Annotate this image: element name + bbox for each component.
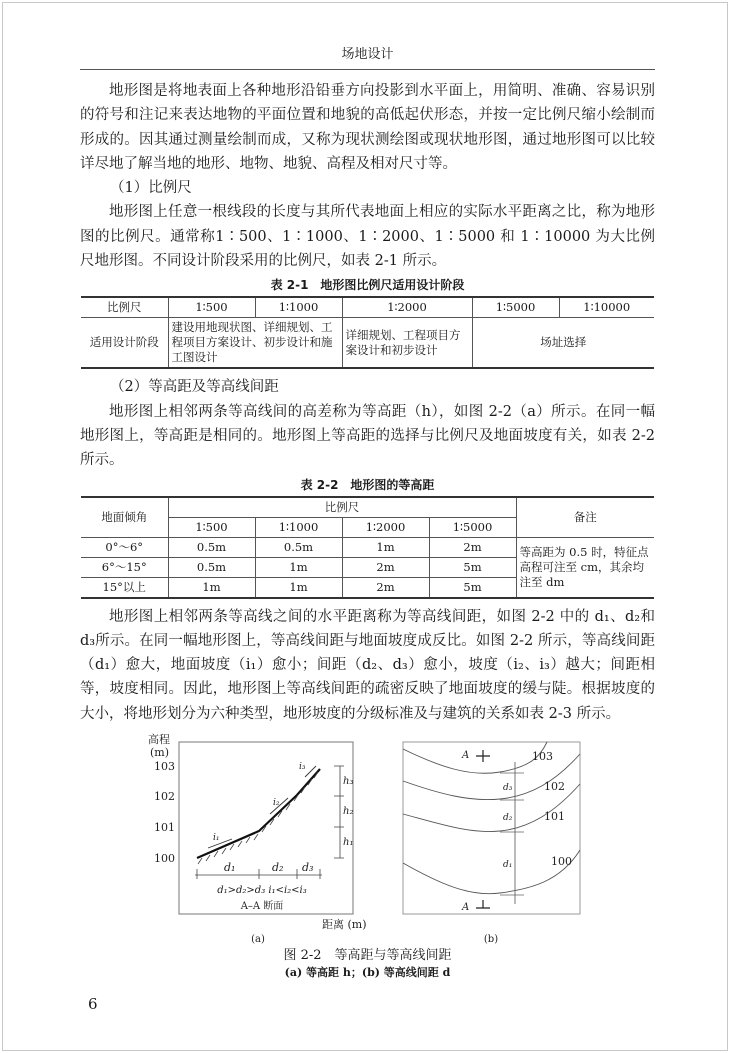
h-label: h₃ xyxy=(343,776,354,788)
y-tick-label: 103 xyxy=(154,760,175,774)
contour-line-103 xyxy=(403,742,547,773)
table-cell: 2m xyxy=(342,557,429,577)
paragraph-4: 地形图上相邻两条等高线之间的水平距离称为等高线间距，如图 2-2 中的 d₁、d₂和 d₃所示。在同一幅地形图上，等高线间距与地面坡度成反比。如图 2-2 所示，等高线间距（d₁）愈大，地面坡度（i₁）愈小；间距（d₂、d₃）愈小，坡度（i₂、i₃）越大；间距相等，坡度相同。因此，地形图上等高线间距的疏密反映了地面坡度的缓与陡。根据坡度的大小，将地形划分为六种类型，地形坡度的分级标准及与建筑的关系如表 2-3 所示。 xyxy=(80,608,655,722)
table-cell: 5m xyxy=(429,557,516,577)
slope-label: i₁ xyxy=(213,833,220,844)
paragraph-3: 地形图上相邻两条等高线间的高差称为等高距（h），如图 2-2（a）所示。在同一幅地形图上，等高距是相同的。地形图上等高距的选择与比例尺及地面坡度有关，如表 2-2 所示。 xyxy=(80,403,655,469)
table-cell: 适用设计阶段 xyxy=(81,318,168,369)
figure-2-2-drawing xyxy=(0,732,730,947)
table-cell: 场址选择 xyxy=(472,318,654,369)
table-cell: 1∶2000 xyxy=(342,297,472,318)
figure-caption: 图 2-2 等高距与等高线间距 xyxy=(283,948,452,964)
table-row xyxy=(81,537,654,557)
table-cell: 比例尺 xyxy=(81,297,168,318)
subfigure-b-label: (b) xyxy=(483,934,499,946)
table-cell: 1∶5000 xyxy=(472,297,559,318)
contour-label: 101 xyxy=(544,810,565,824)
table-cell: 1∶500 xyxy=(168,297,255,318)
table-cell: 1∶2000 xyxy=(342,517,429,537)
table-cell: 等高距为 0.5 时，特征点高程可注至 cm，其余均注至 dm xyxy=(516,537,654,598)
figure-b-frame xyxy=(403,742,580,914)
table-cell: 0°～6° xyxy=(81,537,168,557)
table-cell: 1m xyxy=(255,557,342,577)
y-tick-label: 100 xyxy=(154,852,175,866)
section-mark-label: A xyxy=(462,750,470,762)
table-cell: 1m xyxy=(168,577,255,598)
y-tick-label: 101 xyxy=(154,821,175,835)
running-header: 场地设计 xyxy=(80,46,655,70)
y-tick-label: 102 xyxy=(154,790,175,804)
heading-scale: （1）比例尺 xyxy=(110,180,192,197)
table-cell: 1m xyxy=(342,537,429,557)
slope-indicators xyxy=(208,766,316,848)
d-label: d₃ xyxy=(302,861,314,875)
d-label: d₂ xyxy=(272,861,284,875)
table-cell: 1∶1000 xyxy=(255,297,342,318)
slope-label: i₂ xyxy=(273,798,280,809)
y-axis-unit: (m) xyxy=(150,746,170,760)
contour-label: 103 xyxy=(532,750,553,764)
page-body xyxy=(80,0,655,1053)
contour-label: 100 xyxy=(551,855,572,869)
figure-a-section xyxy=(148,732,367,945)
table-cell: 5m xyxy=(429,577,516,598)
figure-2-2 xyxy=(80,732,655,947)
section-mark-bottom xyxy=(476,900,490,908)
table-cell: 比例尺 xyxy=(168,497,516,518)
section-mark-label: A xyxy=(462,902,470,914)
table-2 xyxy=(81,496,654,599)
section-label: A–A 断面 xyxy=(240,901,284,913)
x-axis-label: 距离 (m) xyxy=(322,918,367,932)
table-1-caption: 表 2-1 地形图比例尺适用设计阶段 xyxy=(270,278,465,293)
table-cell: 0.5m xyxy=(168,557,255,577)
paragraph-2: 地形图上任意一根线段的长度与其所代表地面上相应的实际水平距离之比，称为地形图的比例尺。通常称1∶500、1∶1000、1∶2000、1∶5000 和 1∶10000 为大比例尺地形图。不同设计阶段采用的比例尺，如表 2-1 所示。 xyxy=(80,204,655,270)
table-cell: 6°～15° xyxy=(81,557,168,577)
table-1 xyxy=(81,296,654,369)
paragraph-1: 地形图是将地表面上各种地形沿铅垂方向投影到水平面上，用简明、准确、容易识别的符号和注记来表达地物的平面位置和地貌的高低起伏形态，并按一定比例尺缩小绘制而形成的。因其通过测量绘制而成，又称为现状测绘图或现状地形图，通过地形图可以比较详尽地了解当地的地形、地物、地貌、高程及相对尺寸等。 xyxy=(80,83,655,172)
terrain-profile-line xyxy=(197,769,320,858)
heading-contour: （2）等高距及等高线间距 xyxy=(110,379,279,396)
table-cell: 15°以上 xyxy=(81,577,168,598)
relation-label: d₁>d₂>d₃ i₁<i₂<i₃ xyxy=(217,885,307,897)
section-mark-top xyxy=(476,750,490,762)
contour-label: 102 xyxy=(544,780,565,794)
table-cell: 详细规划、工程项目方案设计和初步设计 xyxy=(342,318,472,369)
h-label: h₂ xyxy=(343,806,354,818)
figure-b-plan xyxy=(403,742,580,945)
d-label: d₁ xyxy=(503,860,513,871)
table-cell: 0.5m xyxy=(168,537,255,557)
table-cell: 建设用地现状图、详细规划、工程项目方案设计、初步设计和施工图设计 xyxy=(168,318,342,369)
y-axis-label: 高程 xyxy=(148,733,170,747)
subfigure-a-label: (a) xyxy=(251,934,265,946)
table-cell: 1∶1000 xyxy=(255,517,342,537)
figure-subcaption: (a) 等高距 h；(b) 等高线间距 d xyxy=(284,966,451,980)
h-label: h₁ xyxy=(343,837,354,849)
table-cell: 1m xyxy=(255,577,342,598)
table-2-caption: 表 2-2 地形图的等高距 xyxy=(300,477,435,492)
table-cell: 1∶10000 xyxy=(559,297,654,318)
table-cell: 2m xyxy=(342,577,429,598)
d-label: d₃ xyxy=(503,783,513,794)
d-label: d₁ xyxy=(224,861,236,875)
table-cell: 1∶5000 xyxy=(429,517,516,537)
d-label: d₂ xyxy=(503,813,513,824)
page-number: 6 xyxy=(88,995,98,1014)
table-cell: 地面倾角 xyxy=(81,497,168,538)
table-cell: 2m xyxy=(429,537,516,557)
table-cell: 1∶500 xyxy=(168,517,255,537)
table-cell: 备注 xyxy=(516,497,654,538)
slope-label: i₃ xyxy=(299,762,306,773)
table-cell: 0.5m xyxy=(255,537,342,557)
